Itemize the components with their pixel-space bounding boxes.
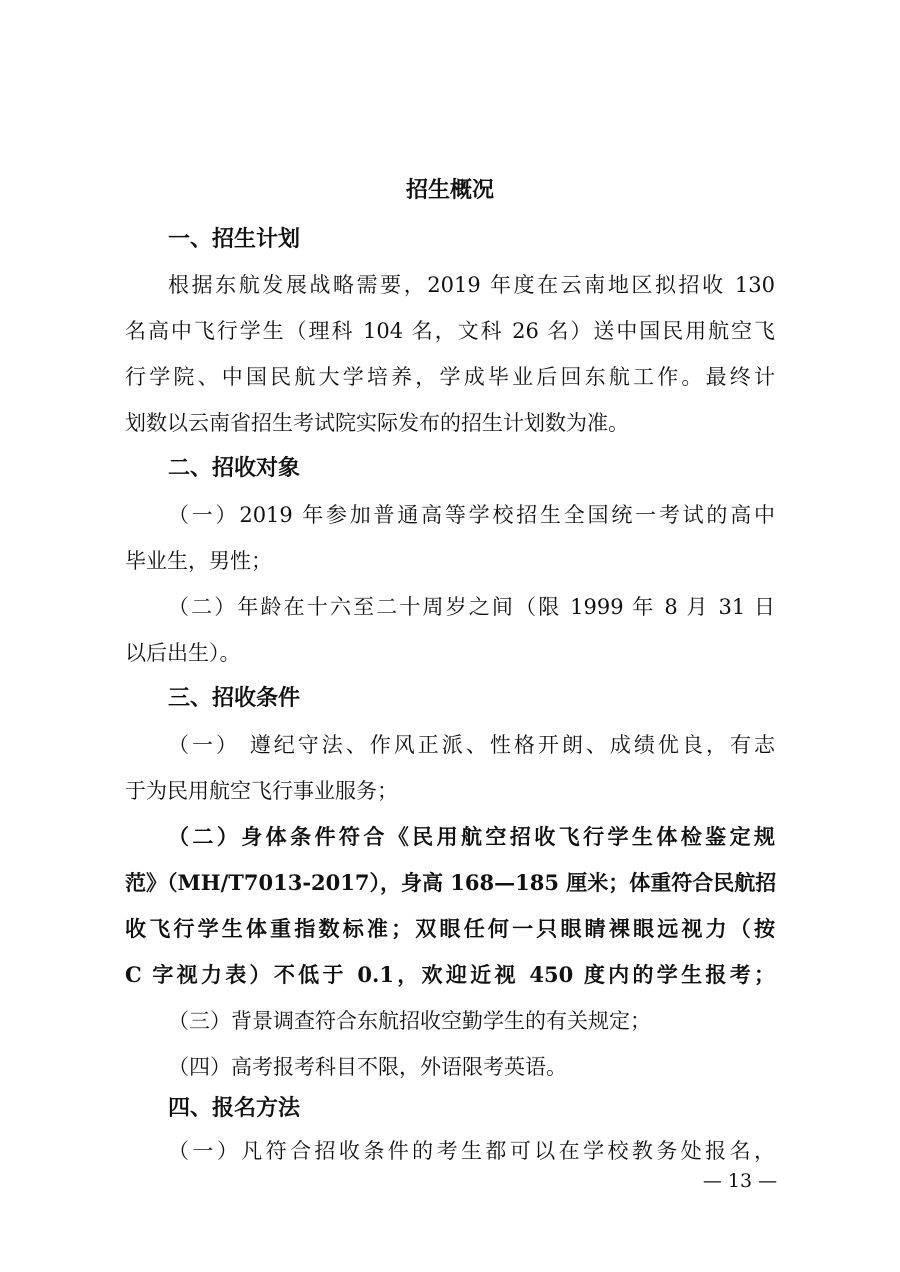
paragraph-line-bold: （二）身体条件符合《民用航空招收飞行学生体检鉴定规 (168, 824, 775, 849)
page-title: 招生概况 (405, 178, 494, 203)
paragraph-line-bold: 收飞行学生体重指数标准；双眼任何一只眼睛裸眼远视力（按 (125, 916, 775, 941)
page-number: — 13 — (702, 1170, 778, 1192)
paragraph-line: （二）年龄在十六至二十周岁之间（限 1999 年 8 月 31 日 (168, 595, 775, 619)
paragraph-line: 根据东航发展战略需要，2019 年度在云南地区拟招收 130 (168, 273, 775, 297)
paragraph-line: 名高中飞行学生（理科 104 名，文科 26 名）送中国民用航空飞 (125, 319, 775, 343)
section-heading-registration: 四、报名方法 (168, 1096, 301, 1121)
paragraph-line: （三）背景调查符合东航招收空勤学生的有关规定； (168, 1009, 651, 1033)
section-heading-plan: 一、招生计划 (168, 227, 301, 252)
paragraph-line: （一） 遵纪守法、作风正派、性格开朗、成绩优良，有志 (168, 733, 775, 757)
section-heading-targets: 二、招收对象 (168, 456, 301, 481)
paragraph-line: （一）凡符合招收条件的考生都可以在学校教务处报名， (168, 1139, 775, 1163)
section-heading-conditions: 三、招收条件 (168, 686, 301, 711)
paragraph-line: 毕业生，男性； (125, 549, 272, 573)
paragraph-line: 行学院、中国民航大学培养，学成毕业后回东航工作。最终计 (125, 365, 775, 389)
paragraph-line: （四）高考报考科目不限，外语限考英语。 (168, 1055, 567, 1079)
paragraph-line: 划数以云南省招生考试院实际发布的招生计划数为准。 (125, 411, 629, 435)
paragraph-line: 于为民用航空飞行事业服务； (125, 779, 398, 803)
paragraph-line-bold: 范》（MH/T7013-2017），身高 168—185 厘米；体重符合民航招 (125, 870, 777, 895)
paragraph-line: 以后出生）。 (125, 641, 241, 665)
paragraph-line: （一）2019 年参加普通高等学校招生全国统一考试的高中 (168, 503, 775, 527)
paragraph-line-bold: C 字视力表）不低于 0.1，欢迎近视 450 度内的学生报考； (125, 962, 775, 987)
